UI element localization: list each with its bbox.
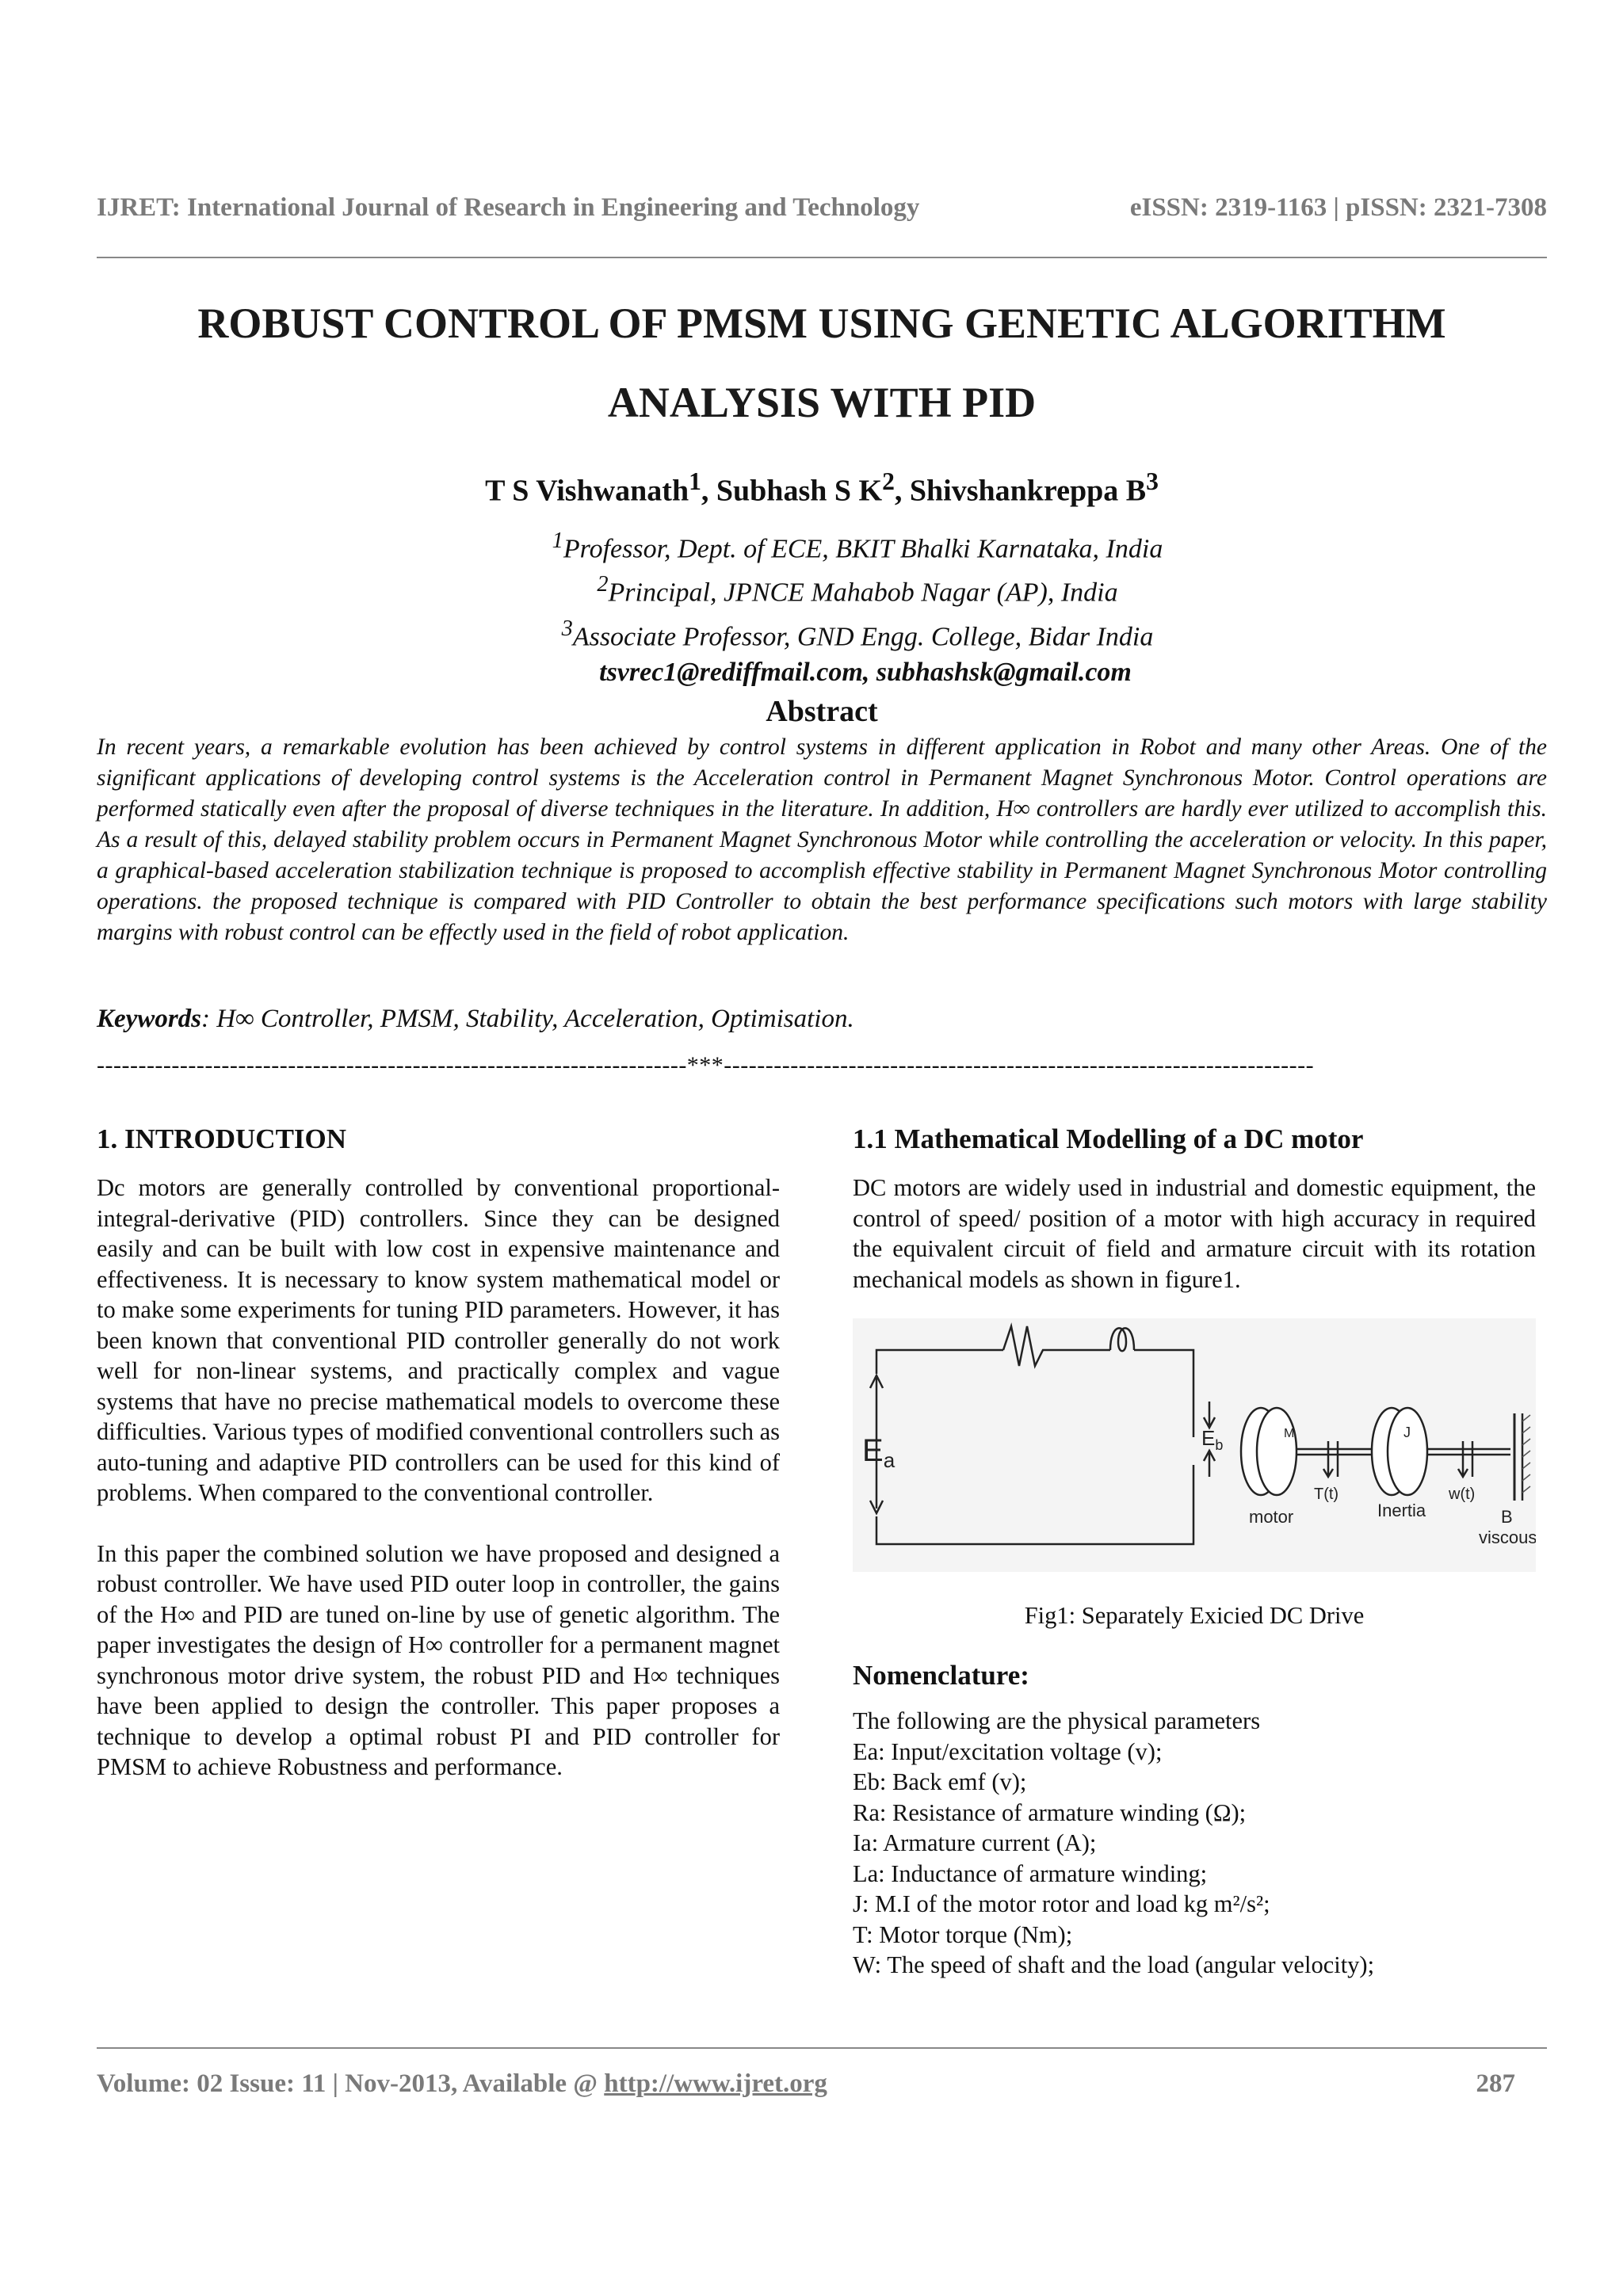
affiliation-3: $^3$Associate Professor, GND Engg. College, Bidar India	[561, 616, 1154, 651]
label-j: J	[1403, 1425, 1411, 1440]
label-ea: $E_a$	[862, 1433, 896, 1472]
header-rule	[97, 257, 1547, 258]
label-m: M	[1284, 1427, 1295, 1440]
modelling-heading: 1.1 Mathematical Modelling of a DC motor	[853, 1123, 1364, 1154]
right-column	[853, 1123, 1536, 1981]
keywords-label: Keywords	[97, 1005, 201, 1033]
intro-paragraph-1: Dc motors are generally controlled by conventional proportional-integral-derivative (PID) controllers. Since they can be designed easily and can be built with low cost in expensive maintenance and effectiveness. It is necessary to know system mathematical model or to make some experiments for tuning PID parameters. However, it has been known that conventional PID controller generally do not work well for non-linear systems, and practically complex and vague systems that have no precise mathematical models to overcome these difficulties. Various types of modified conventional controllers such as auto-tuning and adaptive PID controllers can be used for this kind of problems. When compared to the conventional controller.	[97, 1174, 781, 1506]
abstract-heading: Abstract	[766, 695, 878, 728]
journal-name: IJRET: International Journal of Research in Engineering and Technology	[97, 193, 920, 222]
label-speed: w(t)	[1449, 1486, 1476, 1503]
intro-heading: 1. INTRODUCTION	[97, 1123, 347, 1154]
affiliation-2: $^2$Principal, JPNCE Mahabob Nagar (AP), India	[597, 572, 1118, 608]
affiliations	[97, 523, 1547, 690]
nomenclature-item: J: M.I of the motor rotor and load kg m²/s²;	[853, 1890, 1270, 1917]
nomenclature-item: Ia: Armature current (A);	[853, 1829, 1097, 1856]
author-2: Subhash S K	[716, 474, 883, 508]
journal-link[interactable]: http://www.ijret.org	[604, 2069, 827, 2098]
author-emails: tsvrec1@rediffmail.com, subhashsk@gmail.com	[599, 657, 1132, 687]
author-list: T S Vishwanath$^1$, Subhash S $K^2$, Shivshankreppa $B^3$	[485, 467, 1159, 508]
label-motor: motor	[1249, 1507, 1294, 1527]
footer-rule	[97, 2047, 1547, 2049]
label-b: B	[1501, 1507, 1513, 1527]
abstract-text: In recent years, a remarkable evolution has been achieved by control systems in different application in Robot and many other Areas. One of the significant applications of developing control systems is the Acceleration control in Permanent Magnet Synchronous Motor. Control operations are performed statically even after the proposal of diverse techniques in the literature. In addition, H∞ controllers are hardly ever utilized to accomplish this. As a result of this, delayed stability problem occurs in Permanent Magnet Synchronous Motor while controlling the acceleration or velocity. In this paper, a graphical-based acceleration stabilization technique is proposed to accomplish effective stability in Permanent Magnet Synchronous Motor controlling operations. the proposed technique is compared with PID Controller to obtain the best performance specifications such motors with large stability margins with robust control can be effectly used in the field of robot application.	[97, 734, 1547, 945]
section-separator: -----------------------------------------------------------------------***-----------------------------------------------------------------------	[97, 1052, 1315, 1078]
footer-volume: Volume: 02 Issue: 11 | Nov-2013, Available @ http://www.ijret.org	[97, 2069, 827, 2098]
label-inertia: Inertia	[1377, 1501, 1426, 1520]
left-column	[97, 1123, 780, 1813]
nomenclature-heading: Nomenclature:	[853, 1660, 1029, 1691]
nomenclature-item: Ea: Input/excitation voltage (v);	[853, 1737, 1163, 1765]
inertia-face	[1388, 1408, 1427, 1495]
author-1: T S Vishwanath	[485, 474, 689, 508]
dc-drive-diagram	[853, 1318, 1536, 1572]
motor-face	[1257, 1408, 1296, 1495]
keywords-text: : H∞ Controller, PMSM, Stability, Acceleration, Optimisation.	[201, 1005, 854, 1033]
paper-title: ROBUST CONTROL OF PMSM USING GENETIC ALGORITHM ANALYSIS WITH PID	[197, 299, 1446, 426]
running-header	[97, 193, 1547, 223]
nomenclature-item: Ra: Resistance of armature winding (Ω);	[853, 1798, 1247, 1826]
dc-drive-figure	[853, 1318, 1536, 1572]
issn: eISSN: 2319-1163 | pISSN: 2321-7308	[1129, 193, 1547, 222]
label-eb: $E_b$	[1201, 1426, 1224, 1453]
nomenclature-item: Eb: Back emf (v);	[853, 1768, 1027, 1795]
nomenclature-item: T: Motor torque (Nm);	[853, 1920, 1073, 1948]
affiliation-1: $^1$Professor, Dept. of ECE, BKIT Bhalki Karnataka, India	[552, 528, 1163, 564]
nomenclature-item: La: Inductance of armature winding;	[853, 1859, 1208, 1887]
page-number: 287	[1476, 2069, 1515, 2098]
author-3: Shivshankreppa B	[909, 474, 1147, 508]
nomenclature-list	[853, 1706, 1536, 1981]
label-viscous: viscous	[1479, 1527, 1536, 1547]
running-footer	[97, 2069, 1515, 2099]
intro-paragraph-2: In this paper the combined solution we have proposed and designed a robust controller. We have used PID outer loop in controller, the gains of the H∞ and PID are tuned on-line by use of genetic algorithm. The paper investigates the design of H∞ controller for a permanent magnet synchronous motor drive system, the robust PID and H∞ techniques have been applied to design the controller. This paper proposes a technique to develop a optimal robust PI and PID controller for PMSM to achieve Robustness and performance.	[97, 1539, 780, 1780]
nomenclature-item: The following are the physical parameters	[853, 1707, 1261, 1734]
keywords	[97, 1005, 1547, 1034]
nomenclature-item: W: The speed of shaft and the load (angular velocity);	[853, 1951, 1375, 1978]
label-torque: T(t)	[1314, 1486, 1339, 1503]
modelling-paragraph: DC motors are widely used in industrial and domestic equipment, the control of speed/ position of a motor with high accuracy in required the equivalent circuit of field and armature circuit with its rotation mechanical models as shown in figure1.	[853, 1174, 1536, 1293]
figure-caption: Fig1: Separately Exicied DC Drive	[1024, 1602, 1365, 1629]
